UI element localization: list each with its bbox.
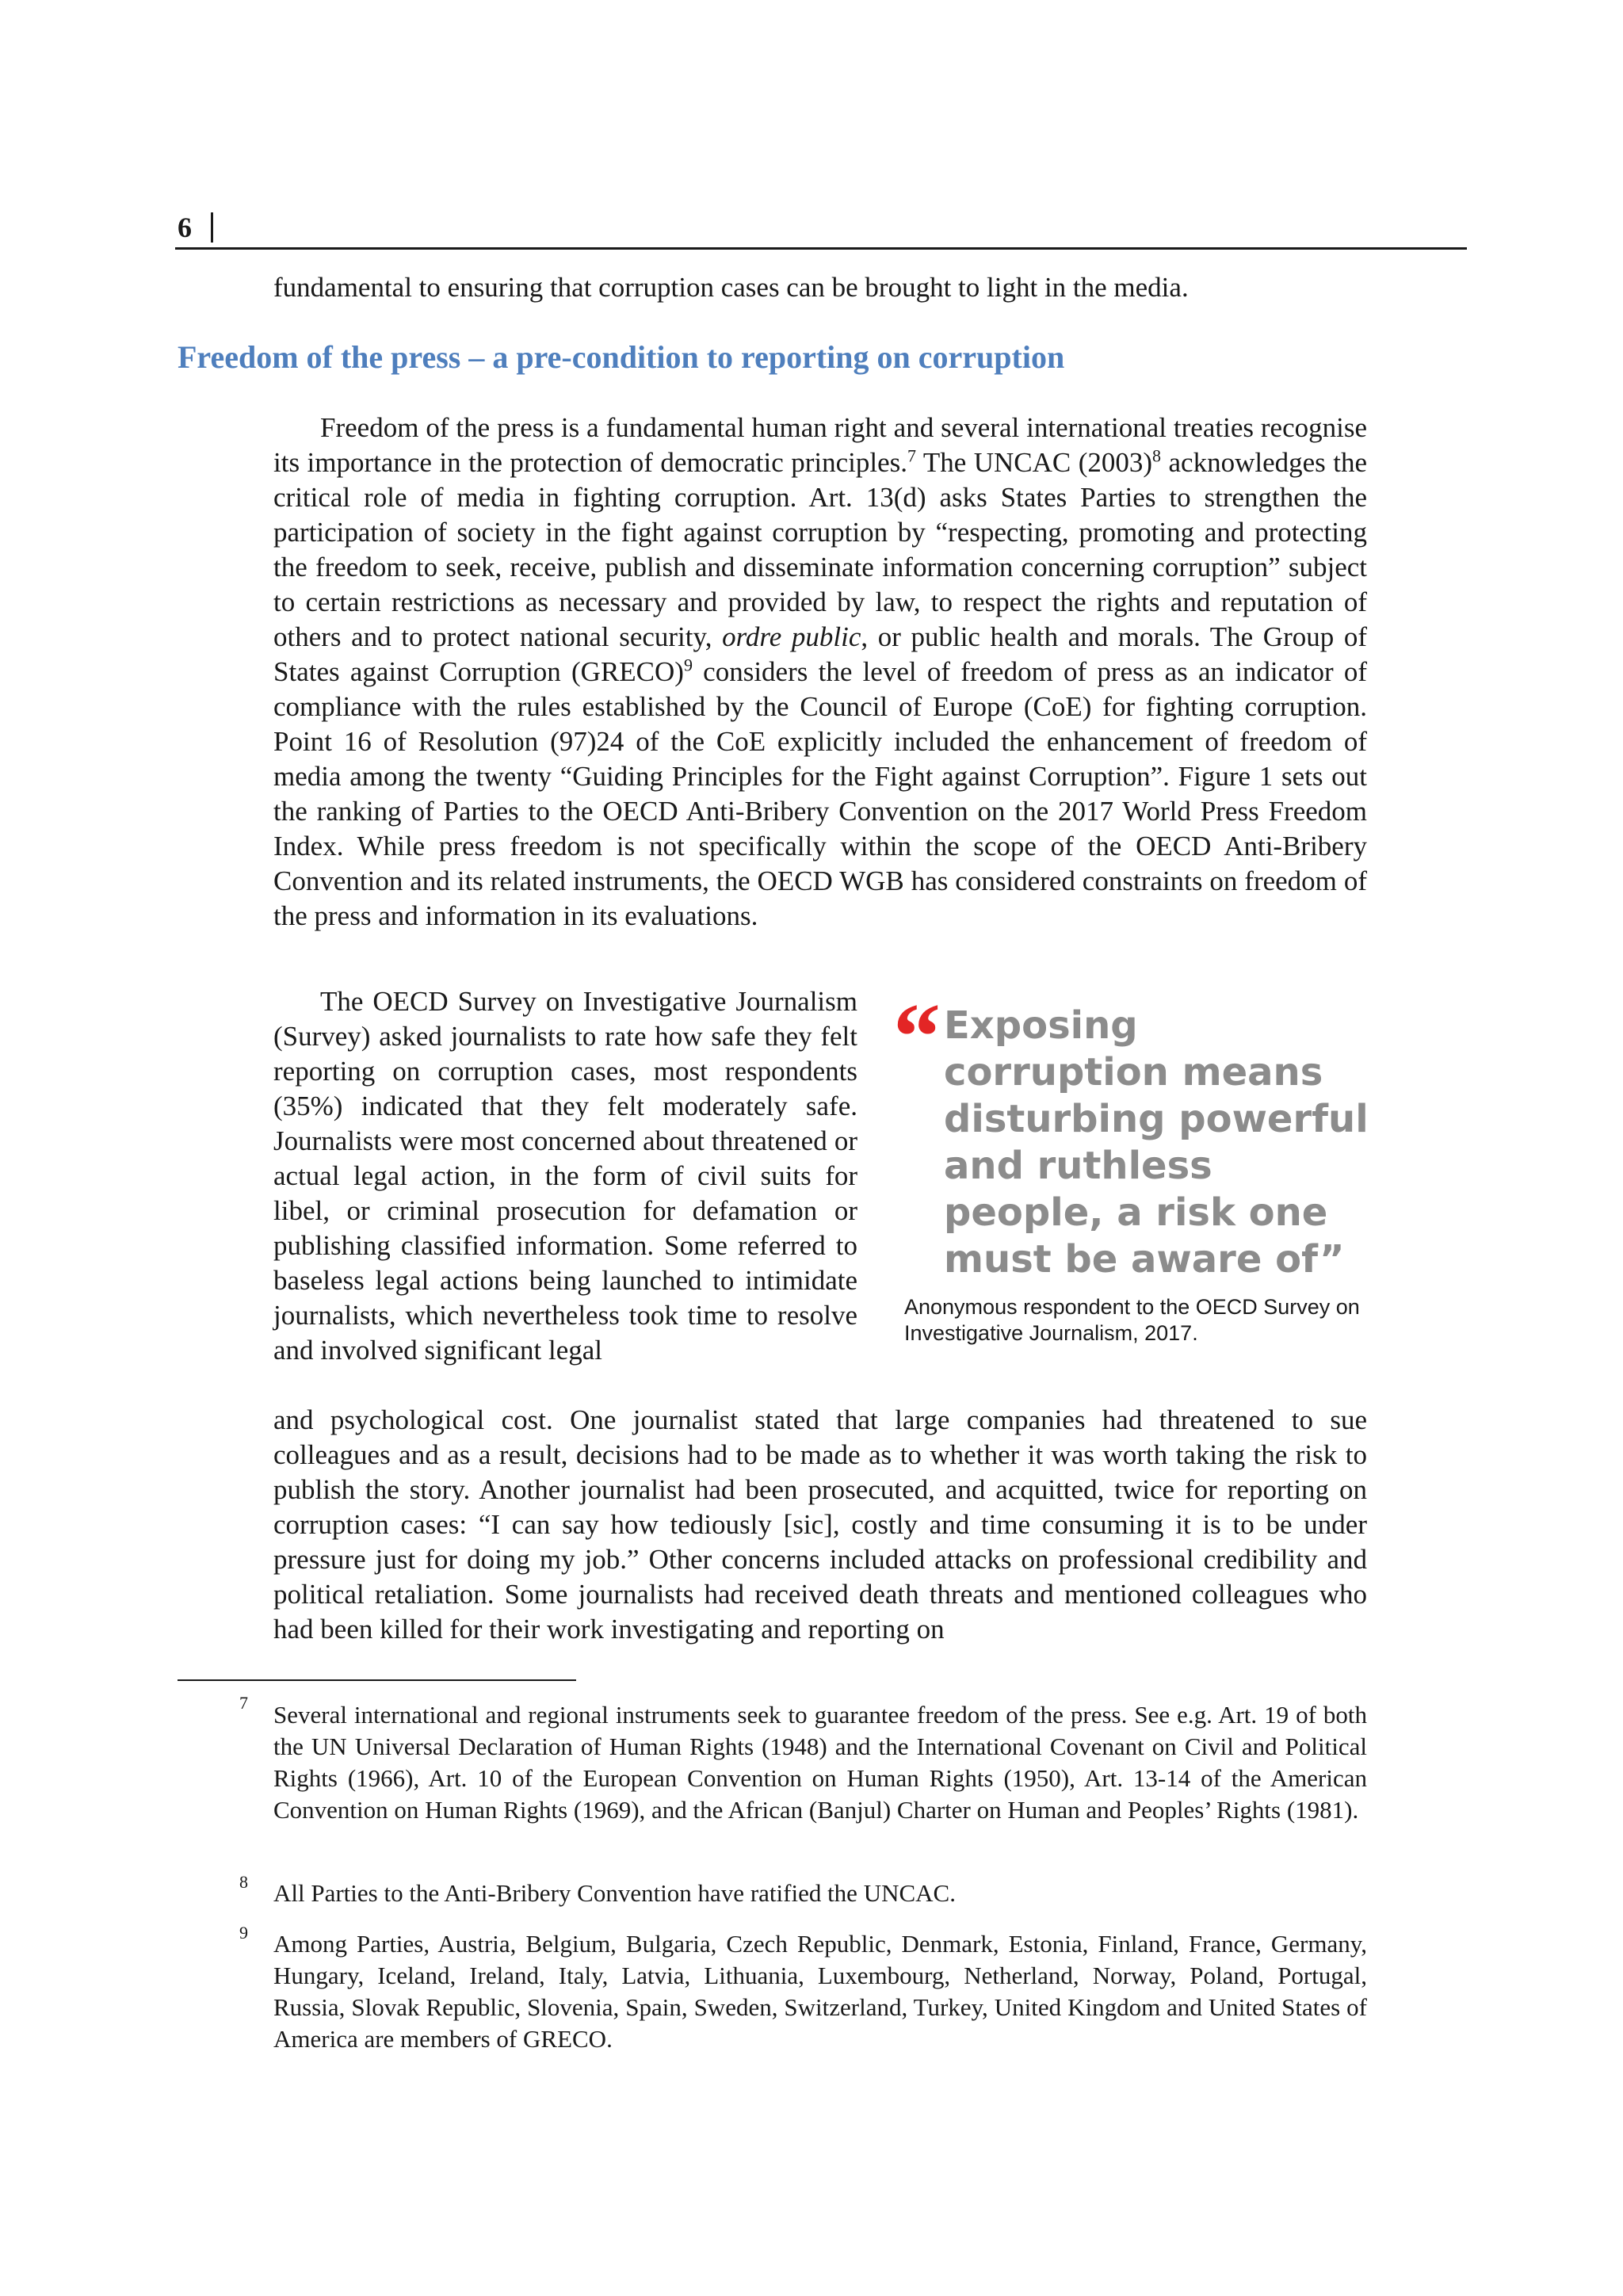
page-number: 6 bbox=[178, 212, 192, 243]
para1-part2: The UNCAC (2003) bbox=[916, 447, 1153, 478]
paragraph-1 bbox=[273, 411, 1367, 934]
section-heading: Freedom of the press – a pre-condition to reporting on corruption bbox=[178, 339, 1065, 375]
footnote-7: Several international and regional instruments seek to guarantee freedom of the press. See e.g. Art. 19 of both the UN Universal Declaration of Human Rights (1948) and the International Covenant on Civil and Political Rights (1966), Art. 10 of the European Convention on Human Rights (1950), Art. 13-14 of the American Convention on Human Rights (1969), and the African (Banjul) Charter on Human and Peoples’ Rights (1981). bbox=[273, 1701, 1367, 1824]
footnote-9: Among Parties, Austria, Belgium, Bulgaria, Czech Republic, Denmark, Estonia, Finland, France, Germany, Hungary, Iceland, Ireland, Italy, Latvia, Lithuania, Luxembourg, Netherland, Norway, Poland, Portugal, Russia, Slovak Republic, Slovenia, Spain, Sweden, Switzerland, Turkey, United Kingdom and United States of America are members of GRECO. bbox=[273, 1930, 1367, 2053]
para1-italic: ordre public bbox=[722, 621, 861, 652]
footnote-ref-7[interactable]: 7 bbox=[907, 445, 917, 466]
page-number-divider bbox=[211, 212, 213, 243]
para2-continued-text: and psychological cost. One journalist stated that large companies had threatened to sue colleagues and as a result, decisions had to be made as to whether it was worth taking the risk to publish the story. Another journalist had been prosecuted, and acquitted, twice for reporting on corruption cases: “I can say how tediously [sic], costly and time consuming it is to be under pressure just for doing my job.” Other concerns included attacks on professional credibility and political retaliation. Some journalists had received death threats and mentioned colleagues who had been killed for their work investigating and reporting on bbox=[273, 1404, 1367, 1645]
para1-part3: acknowledges the critical role of media in fighting corruption. Art. 13(d) asks States Parties to strengthen the participation of society in the fight against corruption by “respecting, promoting and protecting the freedom to seek, receive, publish and disseminate information concerning corruption” subject to certain restrictions as necessary and provided by law, to respect the rights and reputation of others and to protect national security, bbox=[273, 447, 1367, 652]
pull-quote-attribution: Anonymous respondent to the OECD Survey on Investigative Journalism, 2017. bbox=[904, 1295, 1360, 1345]
footnote-number-9: 9 bbox=[239, 1923, 248, 1943]
paragraph-1-text bbox=[273, 411, 1367, 934]
para2-wrapped-text: The OECD Survey on Investigative Journalism (Survey) asked journalists to rate how safe they felt reporting on corruption cases, most respondents (35%) indicated that they felt moderately safe. Journalists were most concerned about threatened or actual legal action, in the form of civil suits for libel, or criminal prosecution for defamation or publishing classified information. Some referred to baseless legal actions being launched to intimidate journalists, which nevertheless took time to resolve and involved significant legal bbox=[273, 986, 857, 1366]
intro-text: fundamental to ensuring that corruption cases can be brought to light in the media. bbox=[273, 272, 1189, 303]
footnote-separator bbox=[178, 1679, 576, 1681]
para1-part1: Freedom of the press is a fundamental human right and several international treaties recognise its importance in the protection of democratic principles. bbox=[273, 412, 1367, 478]
paragraph-2-wrapped bbox=[273, 984, 857, 1368]
footnote-ref-8[interactable]: 8 bbox=[1152, 445, 1162, 466]
header-rule bbox=[175, 247, 1467, 250]
para1-part5: considers the level of freedom of press as an indicator of compliance with the rules established by the Council of Europe (CoE) for fighting corruption. Point 16 of Resolution (97)24 of the CoE explicitly included the enhancement of freedom of media among the twenty “Guiding Principles for the Fight against Corruption”. Figure 1 sets out the ranking of Parties to the OECD Anti-Bribery Convention on the 2017 World Press Freedom Index. While press freedom is not specifically within the scope of the OECD Anti-Bribery Convention and its related instruments, the OECD WGB has considered constraints on freedom of the press and information in its evaluations. bbox=[273, 656, 1367, 931]
para1-part4: , or public health and morals. The Group of States against Corruption (GRECO) bbox=[273, 621, 1367, 687]
footnote-number-7: 7 bbox=[239, 1693, 248, 1713]
footnote-number-8: 8 bbox=[239, 1872, 248, 1892]
pull-quote bbox=[884, 984, 1375, 1355]
paragraph-2-continued bbox=[273, 1403, 1367, 1647]
quote-mark-icon: “ bbox=[893, 984, 941, 1089]
footnote-8: All Parties to the Anti-Bribery Convention have ratified the UNCAC. bbox=[273, 1879, 956, 1907]
footnote-ref-9[interactable]: 9 bbox=[683, 655, 693, 675]
pull-quote-text: Exposing corruption means disturbing powerful and ruthless people, a risk one must be aware of” bbox=[944, 1003, 1369, 1282]
intro-line bbox=[273, 270, 1367, 305]
